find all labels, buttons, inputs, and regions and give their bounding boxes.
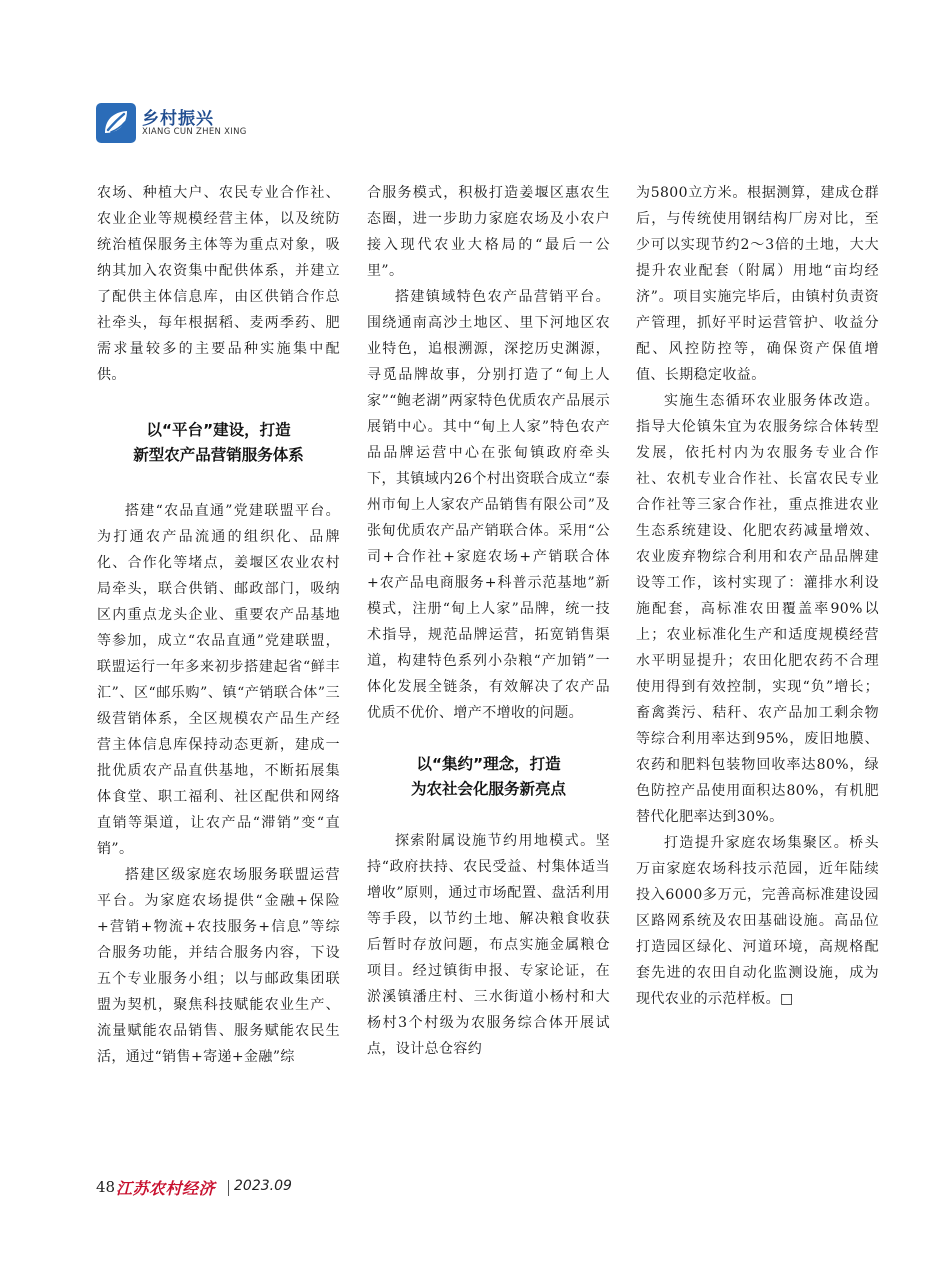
paragraph: 搭建“农品直通”党建联盟平台。为打通农产品流通的组织化、品牌化、合作化等堵点，姜堰区农业农村局牵头，联合供销、邮政部门，吸纳区内重点龙头企业、重要农产品基地等参加，成立“农品直通”党建联盟，联盟运行一年多来初步搭建起省“鲜丰汇”、区“邮乐购”、镇“产销联合体”三级营销体系，全区规模农产品生产经营主体信息库保持动态更新，建成一批优质农产品直供基地，不断拓展集体食堂、职工福利、社区配供和网络直销等渠道，让农产品“滞销”变“直销”。 xyxy=(97,503,340,857)
paragraph: 搭建镇域特色农产品营销平台。围绕通南高沙土地区、里下河地区农业特色，追根溯源，深挖历史渊源，寻觅品牌故事，分别打造了“甸上人家”“鲍老湖”两家特色优质农产品展示展销中心。其中“甸上人家”特色农产品品牌运营中心在张甸镇政府牵头下，其镇域内26个村出资联合成立“泰州市甸上人家农产品销售有限公司”及张甸优质农产品产销联合体。采用“公司+合作社+家庭农场+产销联合体+农产品电商服务+科普示范基地”新模式，注册“甸上人家”品牌，统一技术指导，规范品牌运营，拓宽销售渠道，构建特色系列小杂粮“产加销”一体化发展全链条，有效解决了农产品优质不优价、增产不增收的问题。 xyxy=(367,289,610,721)
paragraph: 农场、种植大户、农民专业合作社、农业企业等规模经营主体，以及统防统治植保服务主体等为重点对象，吸纳其加入农资集中配供体系，并建立了配供主体信息库，由区供销合作总社牵头，每年根据稻、麦两季药、肥需求量较多的主要品种实施集中配供。 xyxy=(97,185,340,383)
paragraph: 为5800立方米。根据测算，建成仓群后，与传统使用钢结构厂房对比，至少可以实现节约2～3倍的土地，大大提升农业配套（附属）用地“亩均经济”。项目实施完毕后，由镇村负责资产管理，抓好平时运营管护、收益分配、风控防控等，确保资产保值增值、长期稳定收益。 xyxy=(636,185,879,383)
subheading-line: 以“平台”建设，打造 xyxy=(146,421,291,439)
paragraph: 实施生态循环农业服务体改造。指导大伦镇朱宜为农服务综合体转型发展，依托村内为农服务专业合作社、农机专业合作社、长富农民专业合作社等三家合作社，重点推进农业生态系统建设、化肥农药减量增效、农业废弃物综合利用和农产品品牌建设等工作，该村实现了：灌排水利设施配套，高标准农田覆盖率90%以上；农业标准化生产和适度规模经营水平明显提升；农田化肥农药不合理使用得到有效控制，实现“负”增长；畜禽粪污、秸秆、农产品加工剩余物等综合利用率达到95%，废旧地膜、农药和肥料包装物回收率达80%，绿色防控产品使用面积达80%，有机肥替代化肥率达到30%。 xyxy=(636,393,879,825)
section-pinyin: XIANG CUN ZHEN XING xyxy=(142,127,247,137)
footer-divider xyxy=(228,1180,229,1196)
paragraph: 探索附属设施节约用地模式。坚持“政府扶持、农民受益、村集体适当增收”原则，通过市场配置、盘活利用等手段，以节约土地、解决粮食收获后暂时存放问题，布点实施金属粮仓项目。经过镇街申报、专家论证，在淤溪镇潘庄村、三水街道小杨村和大杨村3个村级为农服务综合体开展试点，设计总仓容约 xyxy=(367,833,610,1057)
paragraph: 打造提升家庭农场集聚区。桥头万亩家庭农场科技示范园，近年陆续投入6000多万元，完善高标准建设园区路网系统及农田基础设施。高品位打造园区绿化、河道环境，高规格配套先进的农田自动化监测设施，成为现代农业的示范样板。□ xyxy=(636,835,879,1007)
subheading-line: 新型农产品营销服务体系 xyxy=(133,446,304,464)
leaf-logo-icon xyxy=(96,103,136,143)
magazine-name: 江苏农村经济 xyxy=(116,1179,216,1198)
subheading xyxy=(367,752,610,802)
column-3 xyxy=(636,180,879,1012)
subheading-line: 为农社会化服务新亮点 xyxy=(410,780,566,798)
page-header xyxy=(96,103,356,143)
paragraph: 搭建区级家庭农场服务联盟运营平台。为家庭农场提供“金融+保险+营销+物流+农技服务+信息”等综合服务功能，并结合服务内容，下设五个专业服务小组；以与邮政集团联盟为契机，聚焦科技赋能农业生产、流量赋能农品销售、服务赋能农民生活，通过“销售+寄递+金融”综 xyxy=(97,867,340,1065)
subheading xyxy=(97,418,340,468)
subheading-line: 以“集约”理念，打造 xyxy=(416,755,561,773)
section-title: 乡村振兴 xyxy=(142,109,214,129)
column-1 xyxy=(97,180,340,1070)
issue-number: 2023.09 xyxy=(234,1178,292,1194)
paragraph: 合服务模式，积极打造姜堰区惠农生态圈，进一步助力家庭农场及小农户接入现代农业大格局的“最后一公里”。 xyxy=(367,185,610,279)
column-2 xyxy=(367,180,610,1062)
page-number: 48 xyxy=(96,1178,116,1196)
